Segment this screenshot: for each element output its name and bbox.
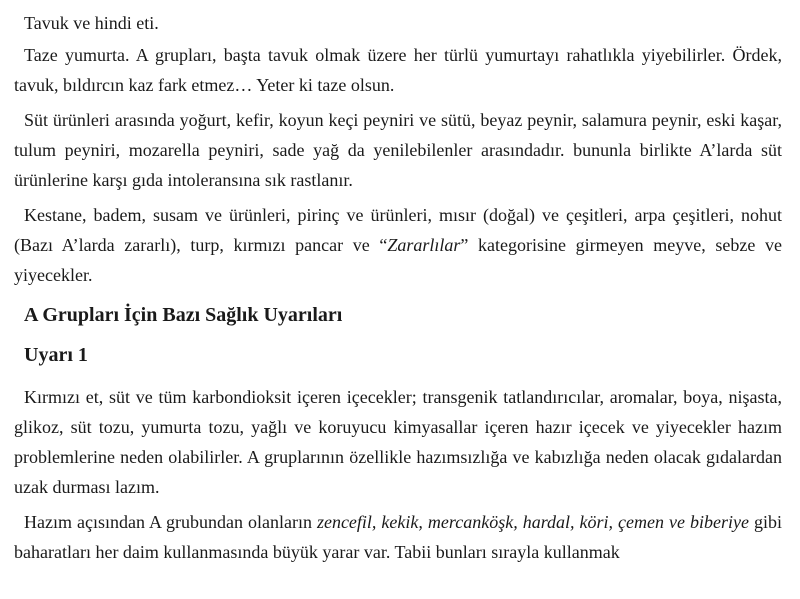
paragraph-warning-spices xyxy=(14,507,782,567)
paragraph-poultry: Tavuk ve hindi eti. xyxy=(24,13,159,33)
document-page xyxy=(14,8,782,572)
paragraph-eggs: Taze yumurta. A grupları, başta tavuk olmak üzere her türlü yumurtayı rahatlıkla yiyebilirler. Ördek, tavuk, bıldırcın kaz fark etmez… Yeter ki taze olsun. xyxy=(14,45,782,95)
italic-spice-list: zencefil, kekik, mercanköşk, hardal, köri, çemen ve biberiye xyxy=(316,512,749,532)
paragraph-warning-drinks: Kırmızı et, süt ve tüm karbondioksit içeren içecekler; transgenik tatlandırıcılar, aromalar, boya, nişasta, glikoz, süt tozu, yumurta tozu, yağlı ve koruyucu kimyasallar içeren hazır içecek ve yiyecekler hazım problemlerine neden olabilirler. A gruplarının özellikle hazımsızlığa ve kabızlığa neden olacak gıdalardan uzak durması lazım. xyxy=(14,387,782,497)
paragraph-grains-nuts xyxy=(14,200,782,290)
paragraph-dairy: Süt ürünleri arasında yoğurt, kefir, koyun keçi peyniri ve sütü, beyaz peynir, salamura peynir, eski kaşar, tulum peyniri, mozarella peyniri, sade yağ da yenilebilenler arasındadır. bununla birlikte A’larda süt ürünlerine karşı gıda intoleransına sık rastlanır. xyxy=(14,110,782,190)
section-heading: A Grupları İçin Bazı Sağlık Uyarıları xyxy=(24,304,343,326)
warning-subheading: Uyarı 1 xyxy=(24,344,88,366)
paragraph-text: Hazım açısından A grubundan olanların xyxy=(24,512,317,532)
paragraph-text: gibi baharatları her daim kullanmasında büyük yarar var. Tabii bunları sırayla kullanmak xyxy=(14,512,782,562)
paragraph-text: Kestane, badem, susam ve ürünleri, pirinç ve ürünleri, mısır (doğal) ve çeşitleri, arpa çeşitleri, nohut (Bazı A’larda zararlı), turp, kırmızı pancar ve “ xyxy=(14,205,782,255)
paragraph-text: ” kategorisine girmeyen meyve, sebze ve yiyecekler. xyxy=(14,235,782,285)
italic-term: Zararlılar xyxy=(387,235,461,255)
